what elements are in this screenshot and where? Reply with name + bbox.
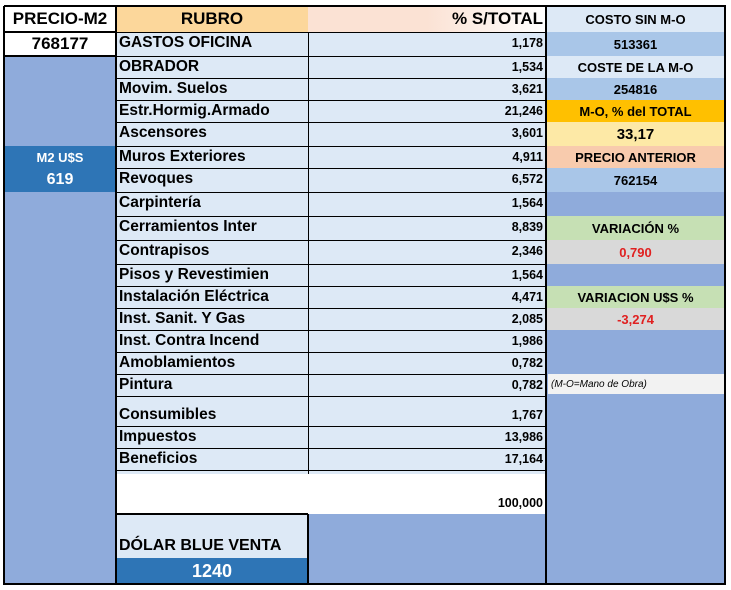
pct-cell[interactable]: 0,782 (511, 356, 543, 370)
grid-line (307, 514, 309, 584)
rubro-cell[interactable]: Cerramientos Inter (119, 218, 257, 235)
grid-line (116, 240, 546, 241)
rubro-cell[interactable]: OBRADOR (119, 58, 200, 75)
grid-line (116, 32, 546, 33)
grid-line (116, 192, 546, 193)
left-panel-background (4, 56, 116, 584)
grid-line (116, 168, 546, 169)
pct-cell[interactable]: 17,164 (504, 452, 543, 466)
grid-line (116, 352, 546, 353)
grid-line (724, 6, 726, 585)
grid-line (116, 448, 546, 449)
rubro-cell[interactable]: Amoblamientos (119, 354, 236, 371)
coste-mo-label[interactable]: COSTE DE LA M-O (546, 56, 725, 78)
rubro-cell[interactable]: Inst. Sanit. Y Gas (119, 310, 246, 327)
pct-cell[interactable]: 13,986 (504, 430, 543, 444)
grid-line (116, 513, 308, 515)
pct-cell[interactable]: 4,471 (511, 290, 543, 304)
precio-m2-header[interactable]: PRECIO-M2 (4, 6, 116, 32)
variacion-pct-value[interactable]: 0,790 (546, 240, 725, 264)
grid-line (115, 6, 117, 585)
grid-line (4, 583, 726, 585)
rubro-cell[interactable]: Pintura (119, 376, 173, 393)
grid-line (116, 470, 546, 471)
grid-line (116, 122, 546, 123)
grid-line (4, 5, 726, 7)
coste-mo-value[interactable]: 254816 (546, 78, 725, 100)
grid-line (116, 146, 546, 147)
m2-usd-label[interactable]: M2 U$S (4, 146, 116, 168)
variacion-usd-value[interactable]: -3,274 (546, 308, 725, 330)
rubro-cell[interactable]: Instalación Eléctrica (119, 288, 269, 305)
rubro-cell[interactable]: Carpintería (119, 194, 201, 211)
grid-line (116, 330, 546, 331)
pct-cell[interactable]: 0,782 (511, 378, 543, 392)
pct-cell[interactable]: 3,601 (511, 126, 543, 140)
costo-sin-mo-value[interactable]: 513361 (546, 32, 725, 56)
dolar-blue-label[interactable]: DÓLAR BLUE VENTA (116, 514, 308, 558)
rubro-cell[interactable]: Contrapisos (119, 242, 210, 259)
rubro-cell[interactable]: Muros Exteriores (119, 148, 246, 165)
rubro-cell[interactable]: Movim. Suelos (119, 80, 228, 97)
rubro-cell[interactable]: Revoques (119, 170, 194, 187)
grid-line (116, 264, 546, 265)
grid-line (116, 286, 546, 287)
pct-cell[interactable]: 2,346 (511, 244, 543, 258)
grid-line (545, 6, 547, 585)
rubro-cell[interactable]: Estr.Hormig.Armado (119, 102, 270, 119)
rubro-cell[interactable]: Ascensores (119, 124, 207, 141)
grid-line (116, 374, 546, 375)
precio-anterior-label[interactable]: PRECIO ANTERIOR (546, 146, 725, 168)
grid-line (4, 55, 116, 57)
pct-cell[interactable]: 1,534 (511, 60, 543, 74)
rubro-header[interactable]: RUBRO (116, 6, 308, 32)
precio-anterior-value[interactable]: 762154 (546, 168, 725, 192)
costo-sin-mo-label[interactable]: COSTO SIN M-O (546, 6, 725, 32)
pct-cell[interactable]: 4,911 (512, 150, 543, 164)
pct-cell[interactable]: 1,564 (511, 268, 543, 282)
rubro-cell[interactable]: Consumibles (119, 406, 217, 423)
total-value[interactable]: 100,000 (497, 496, 543, 510)
grid-line (116, 426, 546, 427)
grid-line (116, 78, 546, 79)
pct-cell[interactable]: 6,572 (511, 172, 543, 186)
pct-cell[interactable]: 21,246 (504, 104, 543, 118)
pct-cell[interactable]: 3,621 (511, 82, 543, 96)
dolar-blue-value[interactable]: 1240 (116, 558, 308, 584)
rubro-cell[interactable]: GASTOS OFICINA (119, 34, 253, 51)
grid-line (116, 216, 546, 217)
m2-usd-value[interactable]: 619 (4, 168, 116, 192)
grid-line (4, 31, 116, 33)
pct-cell[interactable]: 1,178 (511, 36, 543, 50)
grid-line (116, 100, 546, 101)
pct-cell[interactable]: 1,767 (511, 408, 543, 422)
pct-cell[interactable]: 1,986 (511, 334, 543, 348)
grid-line (308, 32, 309, 474)
rubro-cell[interactable]: Pisos y Revestimien (119, 266, 269, 283)
grid-line (116, 396, 546, 397)
grid-line (116, 308, 546, 309)
precio-m2-value[interactable]: 768177 (4, 32, 116, 56)
variacion-pct-label[interactable]: VARIACIÓN % (546, 216, 725, 240)
mo-pct-label[interactable]: M-O, % del TOTAL (546, 100, 725, 122)
rubro-cell[interactable]: Inst. Contra Incend (119, 332, 260, 349)
pct-cell[interactable]: 8,839 (511, 220, 543, 234)
grid-line (3, 6, 5, 585)
rubro-cell[interactable]: Impuestos (119, 428, 197, 445)
mo-pct-value[interactable]: 33,17 (546, 122, 725, 146)
pct-cell[interactable]: 2,085 (511, 312, 543, 326)
grid-line (116, 56, 546, 57)
mo-note[interactable]: (M-O=Mano de Obra) (548, 374, 725, 394)
variacion-usd-label[interactable]: VARIACION U$S % (546, 286, 725, 308)
rubro-cell[interactable]: Beneficios (119, 450, 198, 467)
pct-cell[interactable]: 1,564 (511, 196, 543, 210)
pct-total-header[interactable]: % S/TOTAL (308, 6, 546, 32)
